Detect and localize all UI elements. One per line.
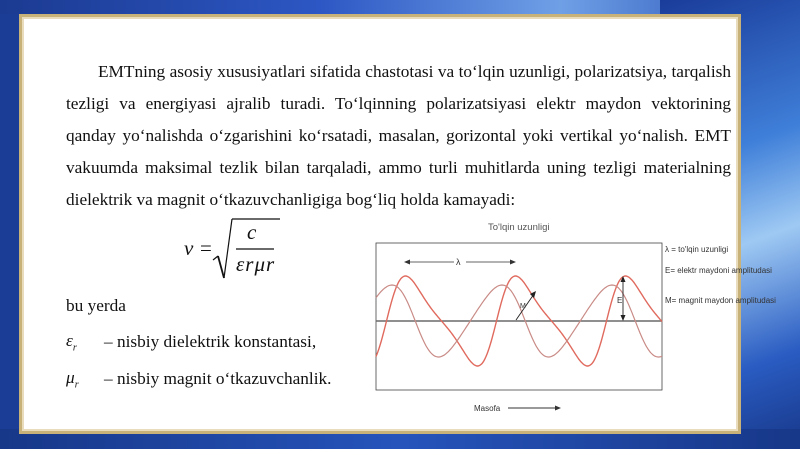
formula-numerator: c <box>247 220 257 244</box>
mu-symbol: $\mu_r$ <box>66 368 79 391</box>
mu-definition: – nisbiy magnit o‘tkazuvchanlik. <box>104 369 332 388</box>
legend-magnetic: M= magnit maydon amplitudasi <box>665 296 776 305</box>
epsilon-symbol: $\varepsilon_r$ <box>66 331 77 354</box>
diagram-title: To'lqin uzunligi <box>488 222 550 233</box>
formula-lhs: v = <box>184 236 213 260</box>
speed-formula <box>184 216 284 282</box>
amplitude-label: E <box>617 296 623 305</box>
legend-wavelength: λ = to'lqin uzunligi <box>665 245 729 254</box>
wavelength-label: λ <box>456 257 461 267</box>
main-paragraph: EMTning asosiy xususiyatlari sifatida chastotasi va to‘lqin uzunligi, polarizatsiya, tarqalish tezligi va energiyasi ajralib turadi. To‘lqinning polarizatsiyasi elektr maydon vektorining qanday yo‘nalishda o‘zgarishini ko‘rsatadi, masalan, gorizontal yoki vertikal yo‘nalish. EMT vakuumda maksimal tezlik bilan tarqaladi, ammo turli muhitlarda uning tezligi materialning dielektrik va magnit o‘tkazuvchanligiga bog‘liq holda kamayadi: <box>66 62 731 209</box>
legend-electric: E= elektr maydoni amplitudasi <box>665 266 772 275</box>
x-axis-arrowhead <box>555 406 561 411</box>
formula-denominator: εrμr <box>236 252 276 276</box>
magnetic-label: M <box>520 303 526 310</box>
where-label: bu yerda <box>66 296 126 315</box>
epsilon-definition: – nisbiy dielektrik konstantasi, <box>104 332 317 351</box>
diagram-frame <box>376 243 662 390</box>
x-axis-label: Masofa <box>474 404 501 413</box>
em-wave-diagram <box>368 218 776 416</box>
